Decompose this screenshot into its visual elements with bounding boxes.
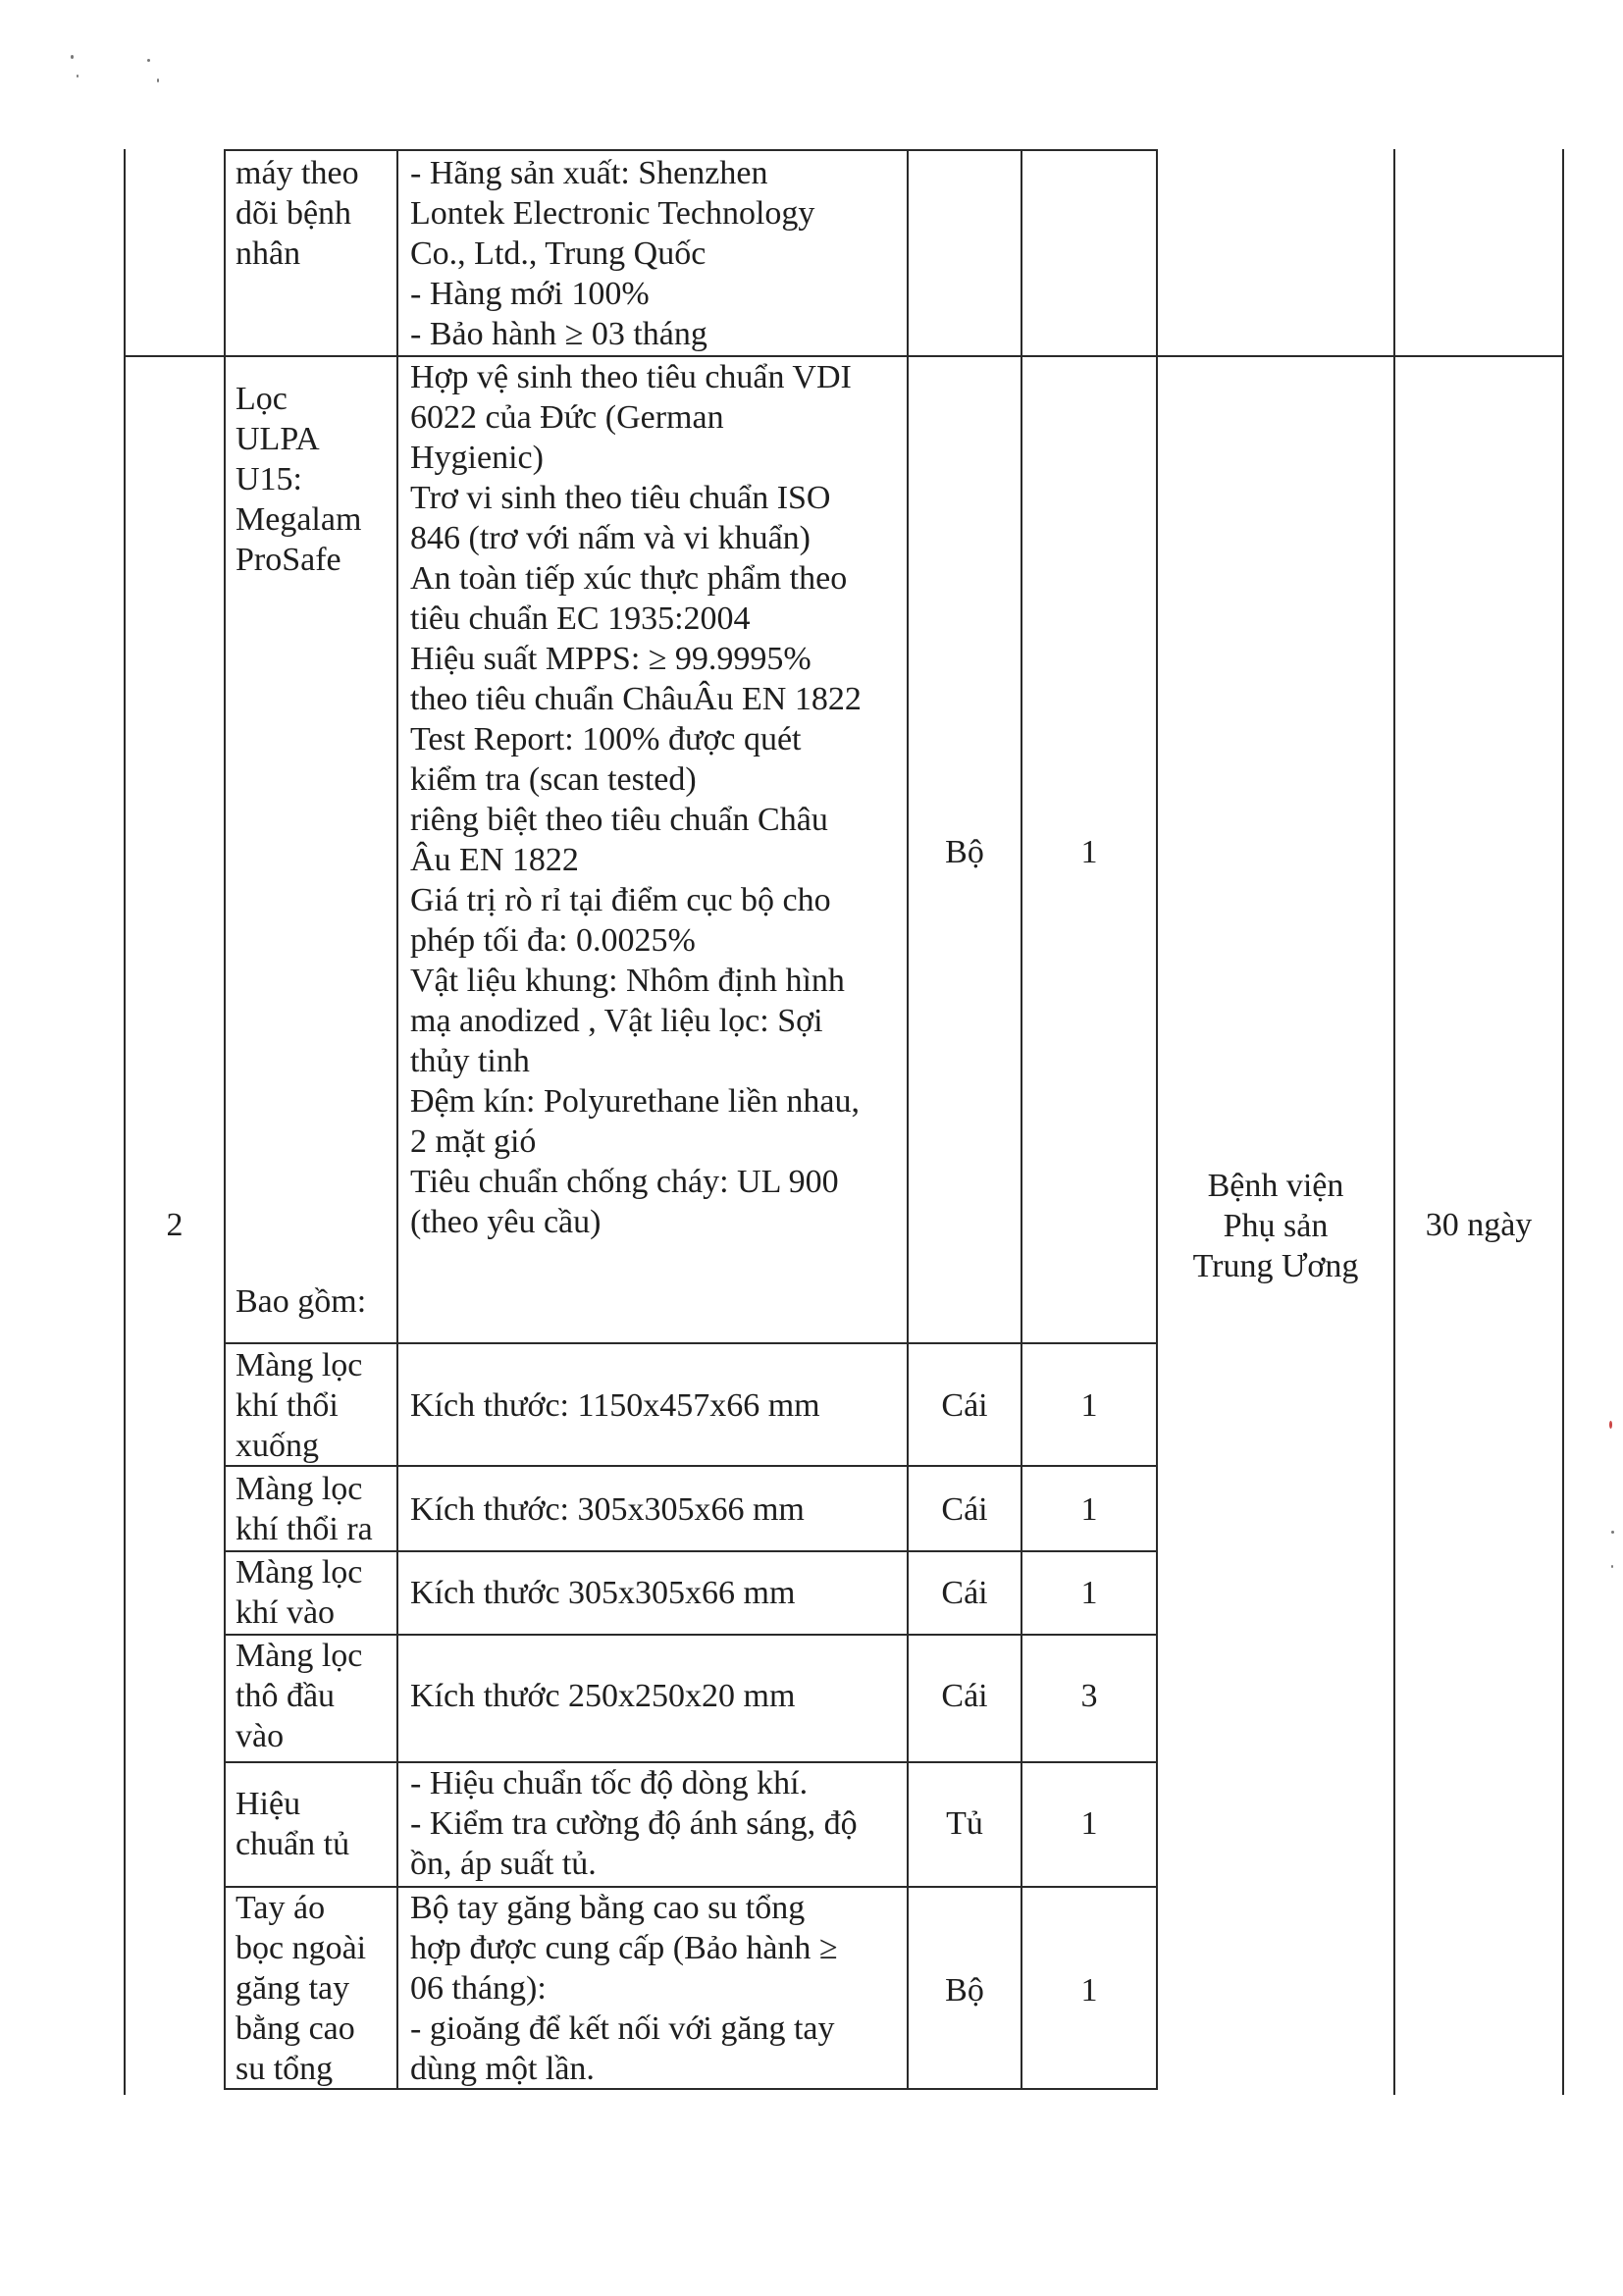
row-number: 2: [166, 1207, 183, 1243]
sub-item-spec: Kích thước 305x305x66 mm: [410, 1575, 796, 1611]
item-name-monitor: máy theo dõi bệnh nhân: [236, 155, 359, 272]
sub-item-spec: Kích thước 250x250x20 mm: [410, 1678, 796, 1714]
scan-speck: [77, 75, 79, 78]
sub-item-unit: Bộ: [945, 1972, 984, 2009]
column-divider-spec: [396, 149, 398, 2090]
scan-speck: [1609, 1421, 1612, 1429]
delivery-time: 30 ngày: [1425, 1207, 1533, 1243]
scan-speck: [1611, 1531, 1614, 1534]
column-divider-qty: [1021, 149, 1022, 2090]
item-spec-ulpa-filter: Hợp vệ sinh theo tiêu chuẩn VDI 6022 của Đức (German Hygienic) Trơ vi sinh theo tiêu chuẩn ISO 846 (trơ với nấm và vi khuẩn) An toàn tiếp xúc thực phẩm theo tiêu chuẩn EC 1935:2004 Hiệu suất MPPS: ≥ 99.9995% theo tiêu chuẩn ChâuÂu EN 1822 Test Report: 100% được quét kiểm tra (scan tested) riêng biệt theo tiêu chuẩn Châu Âu EN 1822 Giá trị rò rỉ tại điểm cục bộ cho phép tối đa: 0.0025% Vật liệu khung: Nhôm định hình mạ anodized , Vật liệu lọc: Sợi thủy tinh Đệm kín: Polyurethane liền nhau, 2 mặt gió Tiêu chuẩn chống cháy: UL 900 (theo yêu cầu): [410, 359, 862, 1240]
sub-item-unit: Cái: [941, 1678, 988, 1714]
sub-item-unit: Cái: [941, 1491, 988, 1528]
sub-item-unit: Cái: [941, 1575, 988, 1611]
sub-item-qty: 1: [1080, 1491, 1098, 1528]
column-divider-unit: [907, 149, 909, 2090]
column-divider-location: [1156, 149, 1158, 2090]
sub-item-qty: 1: [1080, 1575, 1098, 1611]
sub-item-qty: 1: [1080, 1972, 1098, 2009]
sub-item-qty: 1: [1080, 1805, 1098, 1842]
scan-speck: [157, 78, 159, 82]
includes-label: Bao gồm:: [236, 1283, 367, 1320]
table-border-top: [224, 149, 1158, 151]
sub-item-name: Hiệu chuẩn tủ: [236, 1786, 350, 1862]
sub-item-spec: Bộ tay găng bằng cao su tổng hợp được cung cấp (Bảo hành ≥ 06 tháng): - gioăng để kết nối với găng tay dùng một lần.: [410, 1890, 838, 2087]
column-divider-delivery: [1393, 149, 1395, 2095]
sub-item-qty: 1: [1080, 1387, 1098, 1424]
sub-item-name: Màng lọc khí thổi ra: [236, 1471, 373, 1547]
sub-item-name: Tay áo bọc ngoài găng tay bằng cao su tổng: [236, 1890, 367, 2087]
sub-item-name: Màng lọc khí thổi xuống: [236, 1347, 363, 1464]
sub-item-qty: 3: [1080, 1678, 1098, 1714]
sub-item-unit: Cái: [941, 1387, 988, 1424]
column-divider-name: [224, 149, 226, 2090]
item-qty-ulpa-filter: 1: [1080, 834, 1098, 870]
table-border-right: [1562, 149, 1564, 2095]
sub-item-spec: Kích thước: 1150x457x66 mm: [410, 1387, 820, 1424]
scan-speck: [147, 59, 150, 62]
sub-item-spec: Kích thước: 305x305x66 mm: [410, 1491, 805, 1528]
scan-speck: [71, 55, 74, 59]
row-divider-sub1: [224, 1342, 1158, 1344]
table-border-left: [124, 149, 126, 2095]
delivery-location: Bệnh viện Phụ sản Trung Ương: [1192, 1168, 1359, 1284]
item-unit-ulpa-filter: Bộ: [945, 834, 984, 870]
scan-speck: [1611, 1565, 1613, 1568]
item-name-ulpa-filter: Lọc ULPA U15: Megalam ProSafe: [236, 381, 362, 578]
sub-item-unit: Tủ: [946, 1805, 983, 1842]
sub-item-name: Màng lọc khí vào: [236, 1554, 363, 1631]
item-spec-monitor: - Hãng sản xuất: Shenzhen Lontek Electronic Technology Co., Ltd., Trung Quốc - Hàng mới 100% - Bảo hành ≥ 03 tháng: [410, 155, 815, 352]
sub-item-spec: - Hiệu chuẩn tốc độ dòng khí. - Kiểm tra cường độ ánh sáng, độ ồn, áp suất tủ.: [410, 1765, 858, 1882]
sub-item-name: Màng lọc thô đầu vào: [236, 1638, 363, 1754]
